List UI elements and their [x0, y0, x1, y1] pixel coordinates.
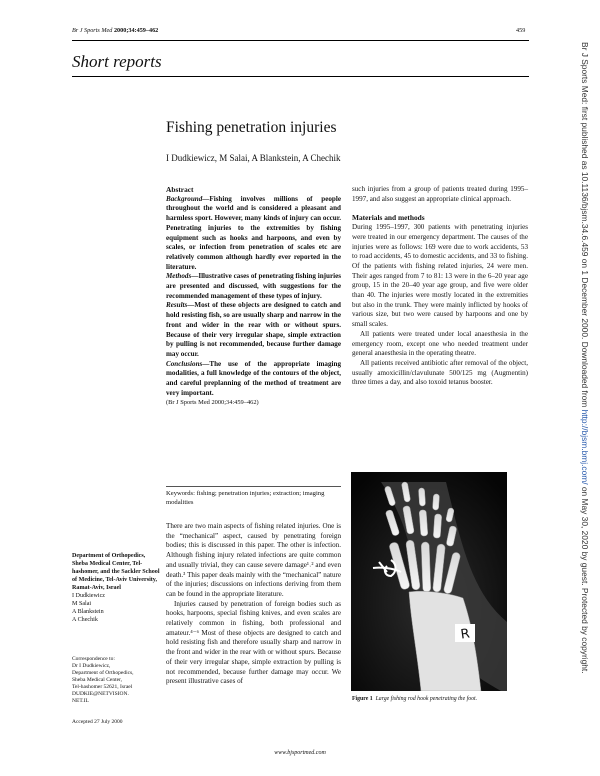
- right-intro-paragraph: such injuries from a group of patients treated during 1995–1997, and also suggest an appropriate clinical approach.: [352, 185, 528, 203]
- abstract: [166, 185, 341, 408]
- affiliation-name: A Chechik: [72, 617, 98, 623]
- correspondence-line: Department of Orthopedics,: [72, 670, 134, 676]
- running-header: [72, 27, 158, 34]
- intro-column: [166, 522, 341, 687]
- footer-url[interactable]: www.bjsportmed.com: [274, 750, 326, 756]
- download-link[interactable]: http://bjsm.bmj.com/: [580, 409, 590, 485]
- methods-paragraph: All patients received antibiotic after removal of the object, usually amoxicillin/clavulunate 500/125 mg (Augmentin) three times a day, and also toxoid tetanus booster.: [352, 358, 528, 387]
- header-rule: [72, 40, 529, 41]
- intro-paragraph: There are two main aspects of fishing related injuries. One is the “mechanical” aspect, caused by penetrating foreign bodies; this is discussed in this paper. The other is infection. Although fishing injury related infections are quite common and usually trivial, they can cause severe damage¹˒² and even death.³ This paper deals mainly with the “mechanical” nature of the injuries; discussions on infections deriving from them can be found in the appropriate literature.: [166, 522, 341, 598]
- abstract-heading: Abstract: [166, 185, 194, 194]
- correspondence-line: NET.IL: [72, 698, 89, 704]
- journal-citation: 2000;34:459–462: [112, 27, 159, 34]
- intro-paragraph: Injuries caused by penetration of foreign bodies such as hooks, harpoons, special fishing knives, and even scales are relatively common in fishing, both professional and amateur.⁴⁻⁶ Most of these objects are designed to catch and hold resisting fish and therefore usually sharp and narrow in the front and wider in the rear with or without spurs. Because of their very irregular shape, simple extraction by pulling is not recommended, because further damage may occur. We present illustrative cases of: [166, 599, 341, 686]
- affiliation-box: [72, 552, 160, 624]
- affiliation-name: M Salai: [72, 601, 92, 607]
- correspondence-label: Correspondence to:: [72, 656, 115, 662]
- side-marker-letter: R: [459, 626, 471, 643]
- abstract-conclusions: Conclusions—The use of the appropriate imaging modalities, a full knowledge of the contours of the object, and careful preplanning of the method of treatment are very important.: [166, 359, 341, 397]
- abstract-citation: (Br J Sports Med 2000;34:459–462): [166, 399, 259, 407]
- correspondence-line: Sheba Medical Center,: [72, 677, 123, 683]
- figure-caption: [352, 696, 477, 702]
- abstract-rule: [166, 486, 341, 487]
- xray-figure: [351, 472, 507, 691]
- correspondence-line: DUDKIE@NETVISION.: [72, 691, 129, 697]
- download-notice-text: Br J Sports Med: first published as 10.1136/bjsm.34.6.459 on 1 December 2000. Downloaded from: [580, 42, 590, 410]
- figure-label: Figure 1: [352, 696, 373, 702]
- accepted-date: Accepted 27 July 2000: [72, 719, 123, 725]
- keywords: Keywords: fishing; penetration injuries; extraction; imaging modalities: [166, 490, 325, 506]
- download-notice: [580, 42, 590, 742]
- affiliation-name: I Dudkiewicz: [72, 593, 105, 599]
- author-list: I Dudkiewicz, M Salai, A Blankstein, A Chechik: [166, 153, 341, 163]
- article-title: Fishing penetration injuries: [166, 119, 337, 136]
- section-rule: [72, 76, 529, 77]
- right-column: [352, 185, 528, 388]
- methods-heading: Materials and methods: [352, 213, 425, 223]
- abstract-background: Background—Fishing involves millions of people throughout the world and is considered a pleasant and harmless sport. However, many kinds of injury can occur. Penetrating injuries to the extremities by fishing equipment such as hooks and harpoons, and even by scales, or infection from penetration of scales etc are relatively common although hardly ever reported in the literature.: [166, 194, 341, 271]
- section-label: Short reports: [72, 52, 162, 71]
- methods-paragraph: All patients were treated under local anaesthesia in the emergency room, except one who needed treatment under general anaesthesia in the operating theatre.: [352, 329, 528, 358]
- methods-paragraph: During 1995–1997, 300 patients with penetrating injuries were treated in our emergency department. The causes of the injuries were as follows: 169 were due to work accidents, 53 to road accidents, 45 to domestic accidents, and 33 to fishing. Of the patients with fishing related injuries, 24 were men. Their ages ranged from 7 to 81: 13 were in the 6–20 year age group, 15 in the 20–40 year age group, and five were older than 40. The injuries were mostly located in the extremities but also in the trunk. They were mainly inflicted by hooks of various size, but two were caused by harpoons and one by small scales.: [352, 223, 528, 329]
- journal-name: Br J Sports Med: [72, 27, 113, 34]
- download-notice-text: on May 30, 2020 by guest. Protected by copyright.: [580, 484, 590, 674]
- page-number: 459: [516, 27, 526, 34]
- correspondence-line: Dr I Dudkiewicz,: [72, 663, 111, 669]
- abstract-methods: Methods—Illustrative cases of penetrating fishing injuries are presented and discussed, with suggestions for the recommended management of these types of injury.: [166, 272, 341, 300]
- affiliation-name: A Blankstein: [72, 609, 104, 615]
- correspondence: [72, 656, 160, 705]
- affiliation-dept: Department of Orthopedics, Sheba Medical Center, Tel-hashomer, and the Sackler School of Medicine, Tel-Aviv University, Ramat-Aviv, Israel: [72, 553, 160, 591]
- figure-caption-text: Large fishing rod hook penetrating the foot.: [375, 696, 478, 702]
- abstract-results: Results—Most of these objects are designed to catch and hold resisting fish, so are usually sharp and narrow in the front and wider in the rear with or without spurs. Because of their very irregular shape, simple extraction by pulling is not recommended, because further damage may occur.: [166, 301, 341, 358]
- correspondence-line: Tel-hashomer 52621, Israel: [72, 684, 133, 690]
